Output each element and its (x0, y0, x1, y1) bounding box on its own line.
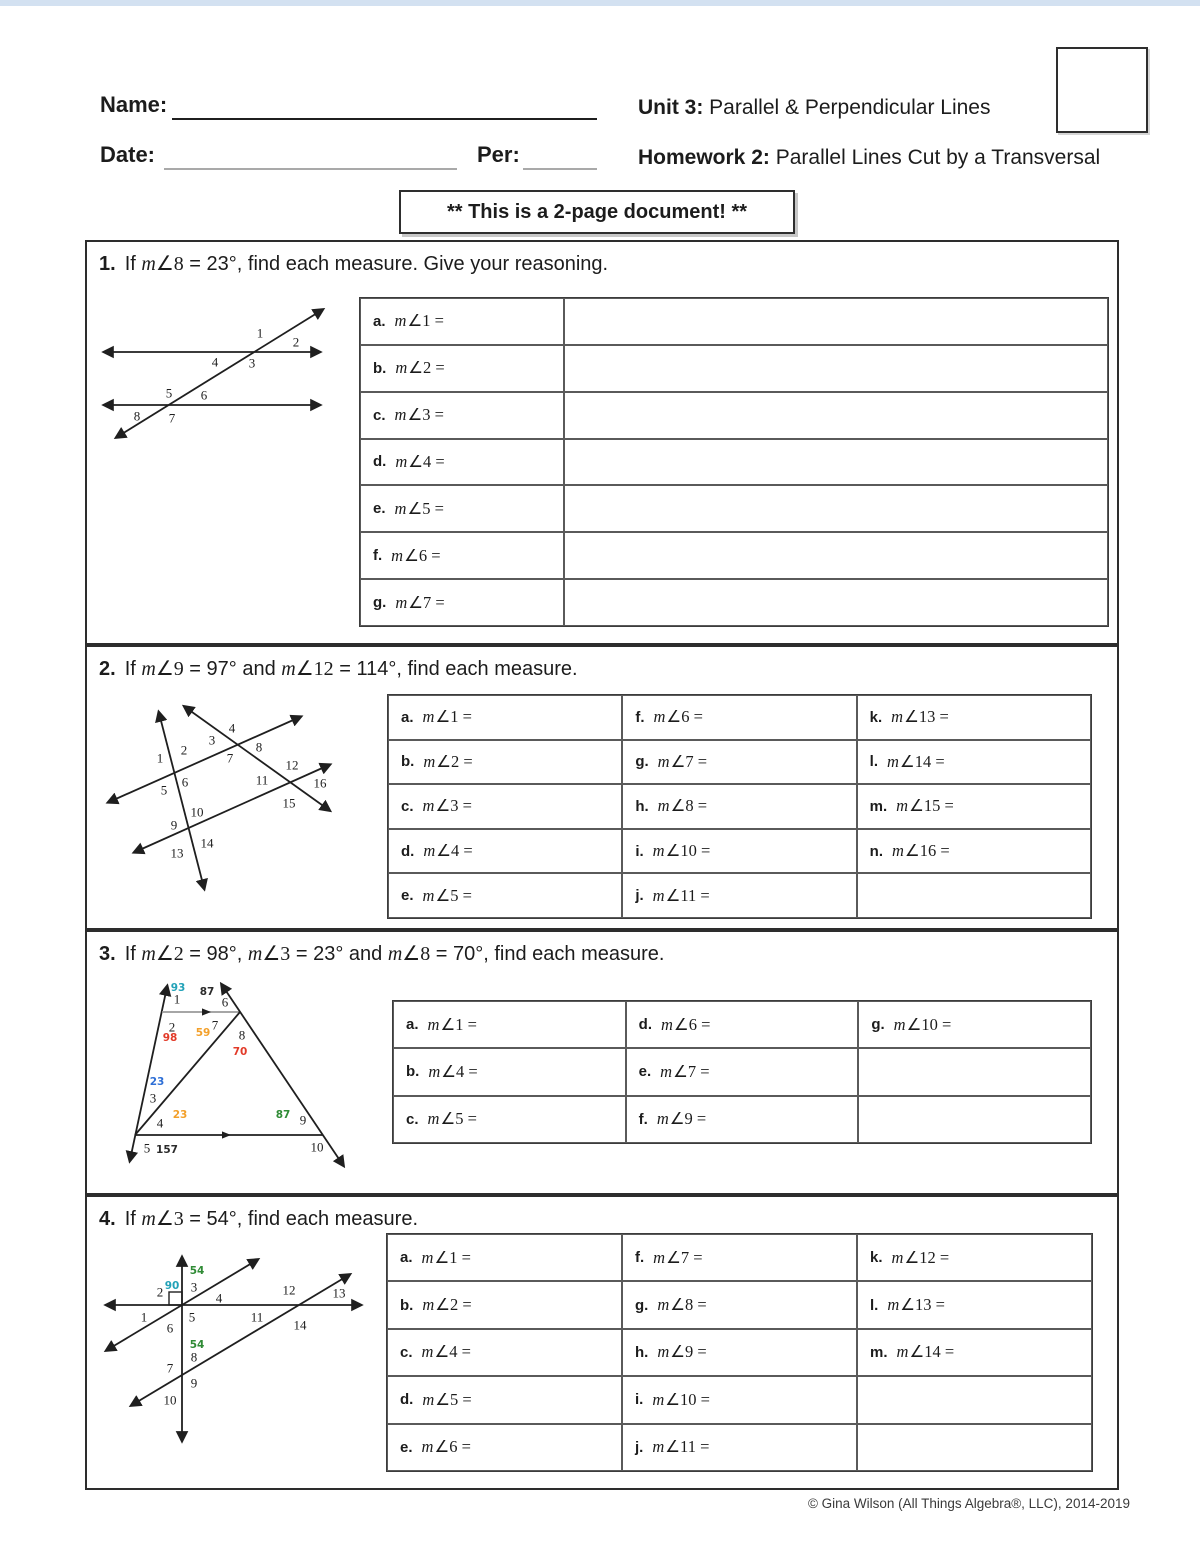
q1-answer-cell-e[interactable] (360, 485, 564, 532)
q3-answer-table (392, 1000, 1092, 1144)
item-letter: k. (869, 708, 883, 726)
date-label: Date: (100, 142, 156, 167)
item-letter: c. (400, 1343, 413, 1361)
angle-number-label: 7 (166, 1360, 174, 1376)
name-label: Name: (100, 92, 168, 117)
angle-number-label: 11 (250, 1309, 264, 1325)
q2-answer-cell-f[interactable] (622, 695, 856, 740)
handwritten-value: 98 (162, 1032, 178, 1044)
angle-number-label: 7 (168, 410, 176, 426)
item-letter: j. (635, 887, 644, 905)
item-letter: i. (635, 842, 644, 860)
angle-number-label: 6 (181, 774, 189, 790)
question-4-section (85, 1195, 1119, 1490)
q4-answer-cell-h[interactable] (622, 1329, 857, 1376)
q3-answer-cell-c[interactable] (393, 1096, 626, 1143)
q2-answer-cell-i[interactable] (622, 829, 856, 874)
angle-measure-label: m∠7 = (395, 592, 445, 612)
item-letter: a. (400, 1249, 413, 1267)
q2-answer-cell-k[interactable] (857, 695, 1091, 740)
q4-answer-cell-k[interactable] (857, 1234, 1092, 1281)
question-text: If m∠3 = 54°, find each measure. (124, 1208, 418, 1230)
angle-measure-label: m∠15 = (896, 796, 954, 816)
item-letter: c. (373, 406, 386, 424)
diagram-line (117, 310, 322, 437)
item-letter: h. (635, 797, 649, 815)
question-4-prompt (99, 1206, 418, 1231)
q1-answer-cell-g[interactable] (360, 579, 564, 626)
item-letter: d. (401, 842, 415, 860)
q1-answer-cell-a[interactable] (360, 298, 564, 345)
angle-measure-label: m∠10 = (652, 841, 711, 861)
item-letter: b. (406, 1063, 420, 1081)
question-3-prompt (99, 941, 664, 966)
handwritten-value: 93 (170, 982, 186, 994)
angle-measure-label: m∠14 = (887, 751, 945, 771)
item-letter: g. (373, 594, 387, 612)
q3-answer-cell-a[interactable] (393, 1001, 626, 1048)
item-letter: f. (635, 1249, 645, 1267)
angle-number-label: 2 (292, 334, 300, 350)
right-angle-mark (169, 1292, 182, 1305)
angle-measure-label: m∠6 = (661, 1014, 711, 1034)
diagram-line (132, 1275, 349, 1405)
q4-answer-cell-l[interactable] (857, 1281, 1092, 1328)
angle-number-label: 10 (163, 1392, 177, 1408)
handwritten-value: 59 (195, 1027, 211, 1039)
angle-measure-label: m∠12 (281, 658, 334, 680)
q2-answer-cell-l[interactable] (857, 740, 1091, 785)
item-letter: b. (400, 1296, 414, 1314)
item-letter: g. (635, 753, 649, 771)
item-letter: g. (871, 1016, 885, 1034)
q4-answer-cell-d[interactable] (387, 1376, 622, 1423)
q2-answer-cell-d[interactable] (388, 829, 622, 874)
angle-measure-label: m∠11 = (652, 885, 710, 905)
angle-measure-label: m∠5 = (427, 1109, 477, 1129)
q3-empty-cell (858, 1048, 1091, 1095)
handwritten-value: 87 (199, 986, 215, 998)
q3-triangle-diagram (110, 980, 355, 1175)
homework-title-text: Parallel Lines Cut by a Transversal (769, 146, 1101, 169)
q1-parallel-lines-diagram (97, 295, 352, 455)
date-input-line[interactable] (164, 142, 457, 170)
angle-measure-label: m∠3 = (394, 405, 444, 425)
q2-answer-cell-j[interactable] (622, 873, 856, 918)
question-2-section (85, 645, 1119, 930)
q2-answer-cell-b[interactable] (388, 740, 622, 785)
question-text: If m∠9 = 97° and m∠12 = 114°, find each measure. (124, 658, 578, 680)
diagram-line (109, 717, 300, 802)
item-letter: b. (373, 359, 387, 377)
handwritten-value: 70 (232, 1046, 248, 1058)
angle-measure-label: m∠3 = (422, 796, 472, 816)
parallel-mark-arrow (222, 1131, 231, 1138)
angle-number-label: 6 (200, 387, 208, 403)
q2-answer-cell-e[interactable] (388, 873, 622, 918)
item-letter: m. (870, 1343, 888, 1361)
q1-answer-cell-d[interactable] (360, 439, 564, 486)
angle-measure-label: m∠13 = (887, 1295, 945, 1315)
angle-measure-label: m∠7 = (660, 1061, 710, 1081)
angle-number-label: 9 (190, 1375, 198, 1391)
question-1-section (85, 240, 1119, 645)
angle-number-label: 3 (149, 1090, 157, 1106)
handwritten-value: 54 (189, 1339, 205, 1351)
q2-answer-cell-h[interactable] (622, 784, 856, 829)
q4-diagram-svg (97, 1250, 367, 1445)
item-letter: n. (869, 842, 883, 860)
q1-answer-cell-c[interactable] (360, 392, 564, 439)
angle-measure-label: m∠2 = (423, 751, 473, 771)
q4-answer-cell-c[interactable] (387, 1329, 622, 1376)
item-letter: i. (635, 1391, 644, 1409)
angle-number-label: 1 (156, 750, 164, 766)
q2-answer-cell-g[interactable] (622, 740, 856, 785)
angle-measure-label: m∠8 = (657, 1295, 707, 1315)
parallel-mark-arrow (202, 1008, 211, 1015)
angle-number-label: 8 (133, 408, 141, 424)
angle-measure-label: m∠8 = (657, 796, 708, 816)
angle-measure-label: m∠5 = (422, 1389, 472, 1409)
q1-reasoning-cell-b[interactable] (564, 345, 1108, 392)
q1-reasoning-cell-d[interactable] (564, 439, 1108, 486)
q3-answer-cell-g[interactable] (858, 1001, 1091, 1048)
item-letter: d. (400, 1391, 414, 1409)
item-letter: c. (406, 1110, 419, 1128)
angle-measure-label: m∠13 = (891, 707, 949, 727)
q4-answer-cell-f[interactable] (622, 1234, 857, 1281)
angle-measure-label: m∠2 = (395, 358, 445, 378)
handwritten-value: 87 (275, 1109, 291, 1121)
q1-answer-cell-f[interactable] (360, 532, 564, 579)
question-number: 4. (99, 1208, 116, 1230)
unit-label: Unit 3: (638, 96, 704, 119)
item-letter: f. (635, 708, 645, 726)
angle-number-label: 12 (282, 1282, 296, 1298)
item-letter: c. (401, 797, 414, 815)
scan-edge (0, 0, 1200, 6)
period-input-line[interactable] (523, 142, 597, 170)
angle-measure-label: m∠3 (247, 943, 291, 965)
angle-number-label: 1 (256, 325, 264, 341)
period-label: Per: (477, 142, 520, 167)
question-text: If m∠2 = 98°, m∠3 = 23° and m∠8 = 70°, find each measure. (124, 943, 665, 965)
angle-measure-label: m∠11 = (652, 1437, 710, 1457)
unit-title (638, 96, 991, 120)
angle-measure-label: m∠10 = (893, 1014, 952, 1034)
q1-reasoning-cell-c[interactable] (564, 392, 1108, 439)
angle-number-label: 5 (188, 1309, 196, 1325)
angle-number-label: 3 (208, 732, 216, 748)
handwritten-value: 23 (149, 1076, 165, 1088)
angle-measure-label: m∠3 (141, 1208, 184, 1230)
q4-empty-cell (857, 1376, 1092, 1423)
item-letter: e. (638, 1063, 652, 1081)
q3-diagram-svg (110, 980, 355, 1175)
diagram-line (156, 713, 204, 888)
angle-measure-label: m∠14 = (896, 1342, 955, 1362)
item-letter: a. (373, 312, 386, 330)
angle-number-label: 6 (166, 1320, 174, 1336)
q4-answer-cell-j[interactable] (622, 1424, 857, 1471)
item-letter: e. (401, 887, 414, 905)
angle-number-label: 4 (215, 1290, 223, 1306)
question-number: 3. (99, 943, 116, 965)
angle-measure-label: m∠5 = (422, 885, 472, 905)
q2-answer-table (387, 694, 1092, 919)
angle-number-label: 2 (168, 1019, 176, 1035)
question-number: 1. (99, 253, 116, 275)
item-letter: b. (401, 753, 415, 771)
angle-measure-label: m∠1 = (421, 1247, 471, 1267)
item-letter: h. (635, 1343, 649, 1361)
q2-parallel-lines-diagram (97, 695, 357, 915)
angle-measure-label: m∠6 = (653, 707, 703, 727)
q4-empty-cell (857, 1424, 1092, 1471)
question-3-section (85, 930, 1119, 1195)
item-letter: f. (373, 547, 383, 565)
angle-number-label: 13 (332, 1285, 346, 1301)
q1-reasoning-cell-e[interactable] (564, 485, 1108, 532)
angle-measure-label: m∠6 = (391, 545, 441, 565)
q2-answer-cell-n[interactable] (857, 829, 1091, 874)
angle-measure-label: m∠1 = (427, 1014, 477, 1034)
item-letter: l. (869, 753, 878, 771)
item-letter: d. (638, 1016, 652, 1034)
q3-answer-cell-b[interactable] (393, 1048, 626, 1095)
q3-answer-cell-d[interactable] (626, 1001, 859, 1048)
q3-empty-cell (858, 1096, 1091, 1143)
angle-measure-label: m∠8 (141, 253, 184, 275)
item-letter: a. (401, 708, 414, 726)
name-input-line[interactable] (172, 92, 597, 120)
question-number: 2. (99, 658, 116, 680)
q1-reasoning-cell-f[interactable] (564, 532, 1108, 579)
angle-measure-label: m∠12 = (891, 1247, 950, 1267)
q2-answer-cell-m[interactable] (857, 784, 1091, 829)
angle-measure-label: m∠7 = (657, 751, 708, 771)
q1-reasoning-cell-g[interactable] (564, 579, 1108, 626)
q2-answer-cell-a[interactable] (388, 695, 622, 740)
angle-number-label: 3 (248, 355, 256, 371)
q1-reasoning-cell-a[interactable] (564, 298, 1108, 345)
angle-number-label: 5 (165, 385, 173, 401)
angle-measure-label: m∠2 = (422, 1295, 472, 1315)
question-text: If m∠8 = 23°, find each measure. Give your reasoning. (124, 253, 609, 275)
angle-measure-label: m∠4 = (421, 1342, 471, 1362)
q4-answer-cell-b[interactable] (387, 1281, 622, 1328)
q2-empty-cell (857, 873, 1091, 918)
angle-measure-label: m∠9 (141, 658, 184, 680)
angle-number-label: 2 (156, 1284, 164, 1300)
item-letter: a. (406, 1016, 419, 1034)
angle-number-label: 12 (285, 757, 299, 773)
angle-number-label: 7 (211, 1017, 219, 1033)
q4-answer-cell-i[interactable] (622, 1376, 857, 1423)
angle-measure-label: m∠8 (387, 943, 431, 965)
item-letter: e. (400, 1438, 413, 1456)
question-1-prompt (99, 251, 608, 276)
angle-number-label: 16 (313, 775, 327, 791)
q2-diagram-svg (97, 695, 357, 915)
homework-title (638, 146, 1100, 170)
item-letter: d. (373, 453, 387, 471)
angle-measure-label: m∠2 (141, 943, 184, 965)
angle-number-label: 11 (255, 772, 269, 788)
angle-measure-label: m∠4 = (423, 841, 473, 861)
item-letter: j. (635, 1438, 644, 1456)
angle-number-label: 5 (143, 1140, 151, 1156)
diagram-line (135, 1012, 240, 1135)
angle-number-label: 15 (282, 795, 296, 811)
item-letter: e. (373, 500, 386, 518)
q1-answer-cell-b[interactable] (360, 345, 564, 392)
q4-answer-table (386, 1233, 1093, 1472)
diagram-line (222, 985, 343, 1165)
angle-number-label: 1 (173, 991, 181, 1007)
handwritten-value: 157 (156, 1144, 178, 1156)
angle-number-label: 9 (170, 817, 178, 833)
copyright-notice: © Gina Wilson (All Things Algebra®, LLC), 2014-2019 (807, 1496, 1130, 1511)
item-letter: k. (870, 1249, 883, 1267)
angle-number-label: 14 (293, 1317, 307, 1333)
angle-measure-label: m∠16 = (892, 841, 950, 861)
angle-number-label: 13 (170, 845, 184, 861)
angle-number-label: 8 (255, 739, 263, 755)
angle-number-label: 10 (190, 804, 204, 820)
angle-number-label: 4 (156, 1115, 164, 1131)
angle-number-label: 8 (190, 1349, 198, 1365)
q4-answer-cell-a[interactable] (387, 1234, 622, 1281)
angle-measure-label: m∠9 = (656, 1109, 707, 1129)
angle-number-label: 6 (221, 994, 229, 1010)
q4-answer-cell-g[interactable] (622, 1281, 857, 1328)
angle-measure-label: m∠1 = (422, 707, 472, 727)
angle-number-label: 14 (200, 835, 214, 851)
angle-measure-label: m∠5 = (394, 498, 444, 518)
angle-measure-label: m∠7 = (653, 1247, 703, 1267)
angle-measure-label: m∠4 = (428, 1061, 478, 1081)
q3-answer-cell-e[interactable] (626, 1048, 859, 1095)
item-letter: l. (870, 1296, 879, 1314)
item-letter: f. (638, 1110, 648, 1128)
unit-title-text: Parallel & Perpendicular Lines (703, 96, 991, 119)
q4-answer-cell-e[interactable] (387, 1424, 622, 1471)
angle-number-label: 5 (160, 782, 168, 798)
angle-measure-label: m∠10 = (652, 1389, 710, 1409)
q2-answer-cell-c[interactable] (388, 784, 622, 829)
item-letter: m. (869, 797, 888, 815)
q4-answer-cell-m[interactable] (857, 1329, 1092, 1376)
q3-answer-cell-f[interactable] (626, 1096, 859, 1143)
angle-number-label: 10 (310, 1139, 324, 1155)
angle-measure-label: m∠1 = (394, 311, 444, 331)
angle-number-label: 2 (180, 742, 188, 758)
angle-measure-label: m∠4 = (395, 451, 445, 471)
angle-number-label: 1 (140, 1309, 148, 1325)
handwritten-value: 54 (189, 1265, 205, 1277)
item-letter: g. (635, 1296, 649, 1314)
q4-perpendicular-lines-diagram (97, 1250, 367, 1445)
angle-measure-label: m∠6 = (421, 1437, 471, 1457)
angle-number-label: 7 (226, 750, 234, 766)
angle-number-label: 4 (211, 354, 219, 370)
q1-answer-table (359, 297, 1109, 627)
handwritten-value: 90 (164, 1280, 180, 1292)
two-page-banner: ** This is a 2-page document! ** (399, 190, 795, 234)
grade-box (1056, 47, 1148, 133)
q1-diagram-svg (97, 295, 352, 455)
question-2-prompt (99, 656, 578, 681)
angle-number-label: 4 (228, 720, 236, 736)
homework-label: Homework 2: (638, 146, 770, 169)
angle-number-label: 8 (238, 1027, 246, 1043)
handwritten-value: 23 (172, 1109, 188, 1121)
angle-number-label: 9 (299, 1112, 307, 1128)
angle-number-label: 3 (190, 1279, 198, 1295)
angle-measure-label: m∠9 = (657, 1342, 707, 1362)
